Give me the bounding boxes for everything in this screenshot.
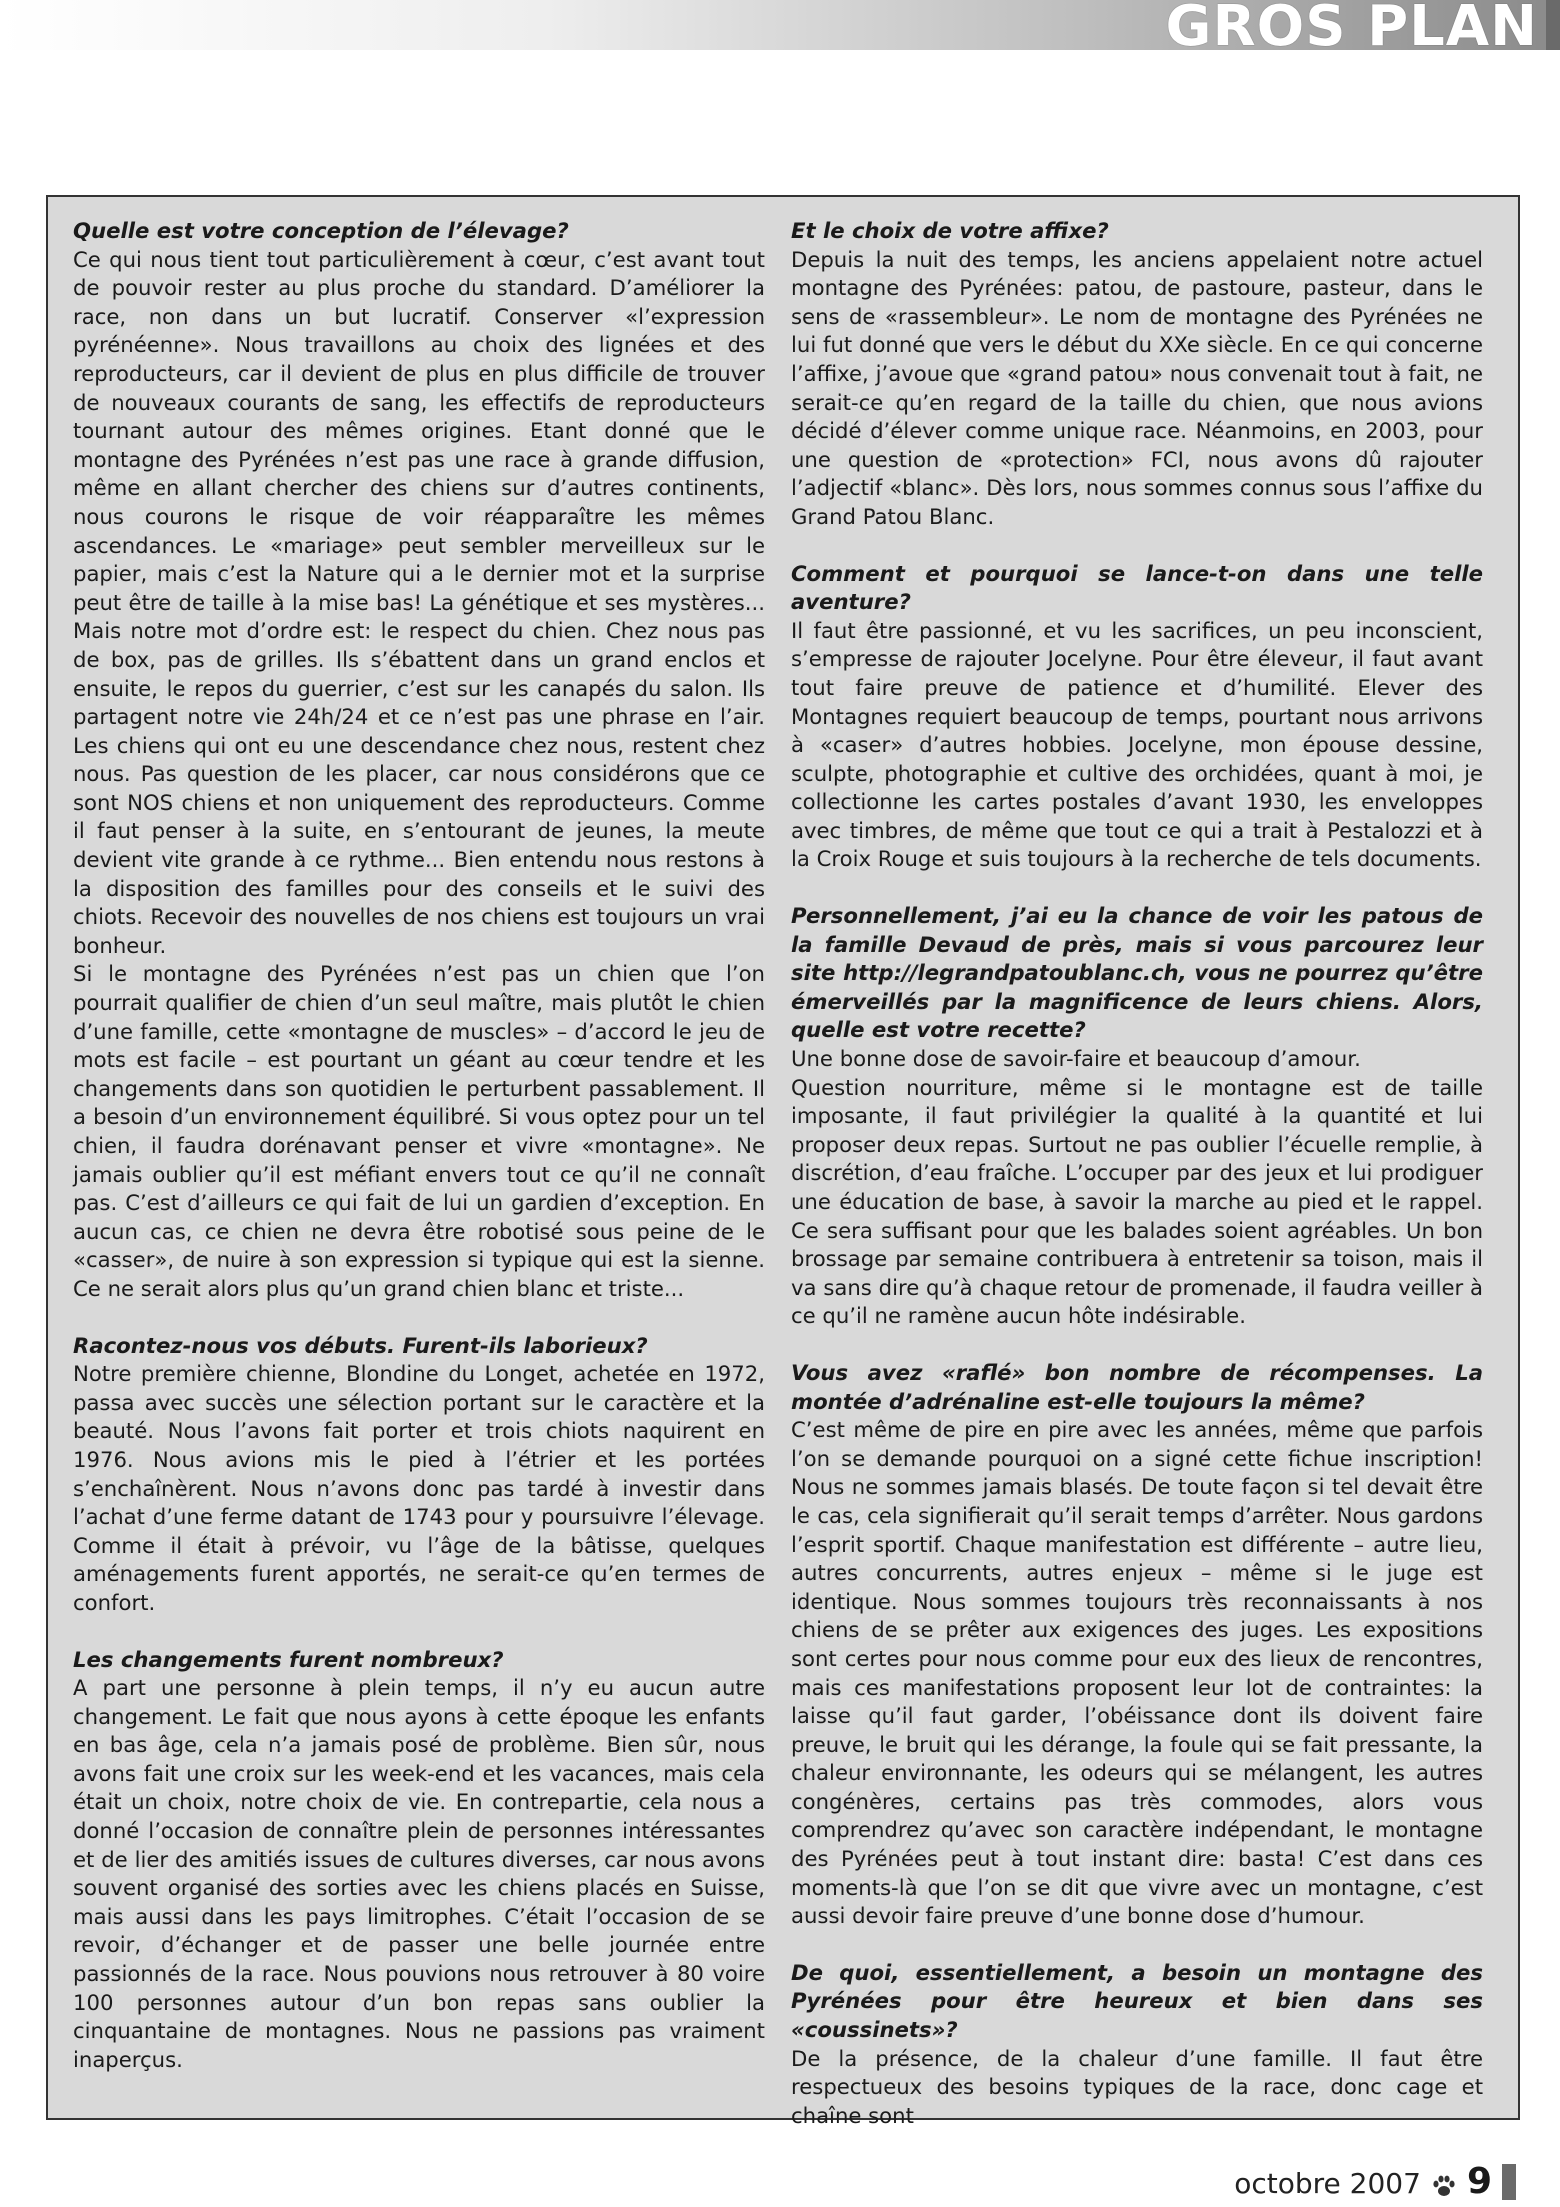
answer-paragraph: Si le montagne des Pyrénées n’est pas un chien que l’on pourrait qualifier de chien d’un seul maître, mais plutôt le chien d’une famille, cette «montagne de muscles» – d’accord le jeu de mots est facile – est pourtant un géant au cœur tendre et les changements dans son quotidien le perturbent passablement. Il a besoin d’un environnement équilibré. Si vous optez pour un tel chien, il faudra dorénavant penser et vivre «montagne». Ne jamais oublier qu’il est méfiant envers tout ce qu’il ne connaît pas. C’est d’ailleurs ce qui fait de lui un gardien d’exception. En aucun cas, ce chien ne devra être robotisé sous peine de le «casser», de nuire à son expression si typique qui est la sienne. Ce ne serait alors plus qu’un grand chien blanc et triste... [73,961,765,1301]
right-column [791,217,1483,2158]
qa-section [791,1959,1483,2131]
question-heading: Racontez-nous vos débuts. Furent-ils laborieux? [73,1332,648,1358]
answer-paragraph: Depuis la nuit des temps, les anciens appelaient notre actuel montagne des Pyrénées: patou, de pastoure, pasteur, dans le sens de «rassembleur». Le nom de montagne des Pyrénées ne lui fut donné que vers le début du XXe siècle. En ce qui concerne l’affixe, j’avoue que «grand patou» nous convenait tout à fait, ne serait-ce qu’en regard de la taille du chien, que nous avions décidé d’élever comme unique race. Néanmoins, en 2003, pour une question de «protection» FCI, nous avons dû rajouter l’adjectif «blanc». Dès lors, nous sommes connus sous l’affixe du Grand Patou Blanc. [791,246,1483,529]
answer-paragraph: A part une personne à plein temps, il n’y eu aucun autre changement. Le fait que nous ayons à cette époque les enfants en bas âge, cela n’a jamais posé de problème. Bien sûr, nous avons fait une croix sur les week-end et les vacances, mais cela était un choix, notre choix de vie. En contrepartie, cela nous a donné l’occasion de connaître plein de personnes intéressantes et de lier des amitiés issues de cultures diverses, car nous avons souvent organisé des sorties avec les chiens placés en Suisse, mais aussi dans les pays limitrophes. C’était l’occasion de se revoir, d’échanger et de passer une belle journée entre passionnés de la race. Nous pouvions nous retrouver à 80 voire 100 personnes autour d’un bon repas sans oublier la cinquantaine de montagnes. Nous ne passions pas vraiment inaperçus. [73,1675,765,2072]
left-column [73,217,765,2102]
qa-section [791,902,1483,1331]
header-accent-bar [1546,0,1560,50]
article-box [46,195,1520,2128]
paw-icon [1431,2174,1457,2200]
qa-section [791,1359,1483,1931]
qa-section [73,217,765,1304]
answer-paragraph: Une bonne dose de savoir-faire et beaucoup d’amour. [791,1046,1361,1072]
answer-paragraph: Notre première chienne, Blondine du Longet, achetée en 1972, passa avec succès une sélection portant sur le caractère et la beauté. Nous l’avons fait porter et trois chiots naquirent en 1976. Nous avions mis le pied à l’étrier et les portées s’enchaînèrent. Nous n’avons donc pas tardé à investir dans l’achat d’une ferme datant de 1743 pour y poursuivre l’élevage. Comme il était à prévoir, vu l’âge de la bâtisse, quelques aménagements furent apportés, ne serait-ce qu’en termes de confort. [73,1361,765,1615]
page-number: 9 [1466,2161,1492,2202]
answer-paragraph: De la présence, de la chaleur d’une famille. Il faut être respectueux des besoins typiques de la race, donc cage et chaîne sont [791,2045,1483,2128]
question-heading: Personnellement, j’ai eu la chance de voir les patous de la famille Devaud de près, mais si vous parcourez leur site http://legrandpatoublanc.ch, vous ne pourrez qu’être émerveillés par la magnificence de leurs chiens. Alors, quelle est votre recette? [791,903,1483,1043]
issue-date: octobre 2007 [1234,2167,1421,2200]
answer-paragraph: Il faut être passionné, et vu les sacrifices, un peu inconscient, s’empresse de rajouter Jocelyne. Pour être éleveur, il faut avant tout faire preuve de patience et d’humilité. Elever des Montagnes requiert beaucoup de temps, pourtant nous arrivons à «caser» d’autres hobbies. Jocelyne, mon épouse dessine, sculpte, photographie et cultive des orchidées, quant à moi, je collectionne les cartes postales d’avant 1930, les enveloppes avec timbres, de même que tout ce qui a trait à Pestalozzi et à la Croix Rouge et suis toujours à la recherche de tels documents. [791,617,1483,872]
section-title: GROS PLAN [1165,0,1538,59]
qa-section [73,1332,765,1618]
answer-paragraph: Ce qui nous tient tout particulièrement à cœur, c’est avant tout de pouvoir rester au plus proche du standard. D’améliorer la race, non dans un but lucratif. Conserver «l’expression pyrénéenne». Nous travaillons au choix des lignées et des reproducteurs, car il devient de plus en plus difficile de trouver de nouveaux courants de sang, les effectifs de reproducteurs tournant autour des mêmes origines. Etant donné que le montagne des Pyrénées n’est pas une race à grande diffusion, même en allant chercher des chiens sur d’autres continents, nous courons le risque de voir réapparaître les mêmes ascendances. Le «mariage» peut sembler merveilleux sur le papier, mais c’est la Nature qui a le dernier mot et la surprise peut être de taille à la mise bas! La génétique et ses mystères... Mais notre mot d’ordre est: le respect du chien. Chez nous pas de box, pas de grilles. Ils s’ébattent dans un grand enclos et ensuite, le repos du guerrier, c’est sur les canapés du salon. Ils partagent notre vie 24h/24 et ce n’est pas une phrase en l’air. Les chiens qui ont eu une descendance chez nous, restent chez nous. Pas question de les placer, car nous considérons que ce sont NOS chiens et non uniquement des reproducteurs. Comme il faut penser à la suite, en s’entourant de jeunes, la meute devient vite grande à ce rythme... Bien entendu nous restons à la disposition des familles pour des conseils et le suivi des chiots. Recevoir des nouvelles de nos chiens est toujours un vrai bonheur. [73,246,765,958]
question-heading: Et le choix de votre affixe? [791,218,1109,243]
qa-section [791,560,1483,875]
answer-paragraph: C’est même de pire en pire avec les années, même que parfois l’on se demande pourquoi on a signé cette fichue inscription! Nous ne sommes jamais blasés. De toute façon si tel devait être le cas, cela signifierait qu’il serait temps d’arrêter. Nous gardons l’esprit sportif. Chaque manifestation est différente – autre lieu, autres concurrents, autres enjeux – même si le juge est identique. Nous sommes toujours très reconnaissants à nos chiens de se prêter aux exigences des juges. Les expositions sont certes pour nous comme pour eux des lieux de rencontres, mais ces manifestations proposent leur lot de contraintes: la laisse qu’il faut garder, l’obéissance dont ils doivent faire preuve, le bruit qui les dérange, la foule qui se fait pressante, la chaleur environnante, les odeurs qui se mélangent, les autres congénères, certains pas très commodes, alors vous comprendrez qu’avec son caractère indépendant, le montagne des Pyrénées peut à tout instant dire: basta! C’est dans ces moments-là que l’on se dit que vivre avec un montagne, c’est aussi devoir faire preuve d’une bonne dose d’humour. [791,1417,1483,1929]
answer-paragraph: Question nourriture, même si le montagne est de taille imposante, il faut privilégier la qualité à la quantité et lui proposer deux repas. Surtout ne pas oublier l’écuelle remplie, à discrétion, d’eau fraîche. L’occuper par des jeux et lui prodiguer une éducation de base, à savoir la marche au pied et le rappel. Ce sera suffisant pour que les balades soient agréables. Un bon brossage par semaine contribuera à entretenir sa toison, mais il va sans dire qu’à chaque retour de promenade, il faudra veiller à ce qu’il ne ramène aucun hôte indésirable. [791,1074,1483,1329]
question-heading: Les changements furent nombreux? [73,1646,504,1672]
question-heading: De quoi, essentiellement, a besoin un montagne des Pyrénées pour être heureux et bien dans ses «coussinets»? [791,1959,1483,2043]
question-heading: Quelle est votre conception de l’élevage? [73,218,569,243]
footer-accent-bar [1502,2164,1516,2200]
question-heading: Comment et pourquoi se lance-t-on dans une telle aventure? [791,560,1483,615]
question-heading: Vous avez «raflé» bon nombre de récompenses. La montée d’adrénaline est-elle toujours la même? [791,1359,1483,1414]
page-footer [1234,2160,1516,2200]
qa-section [791,217,1483,532]
qa-section [73,1646,765,2075]
